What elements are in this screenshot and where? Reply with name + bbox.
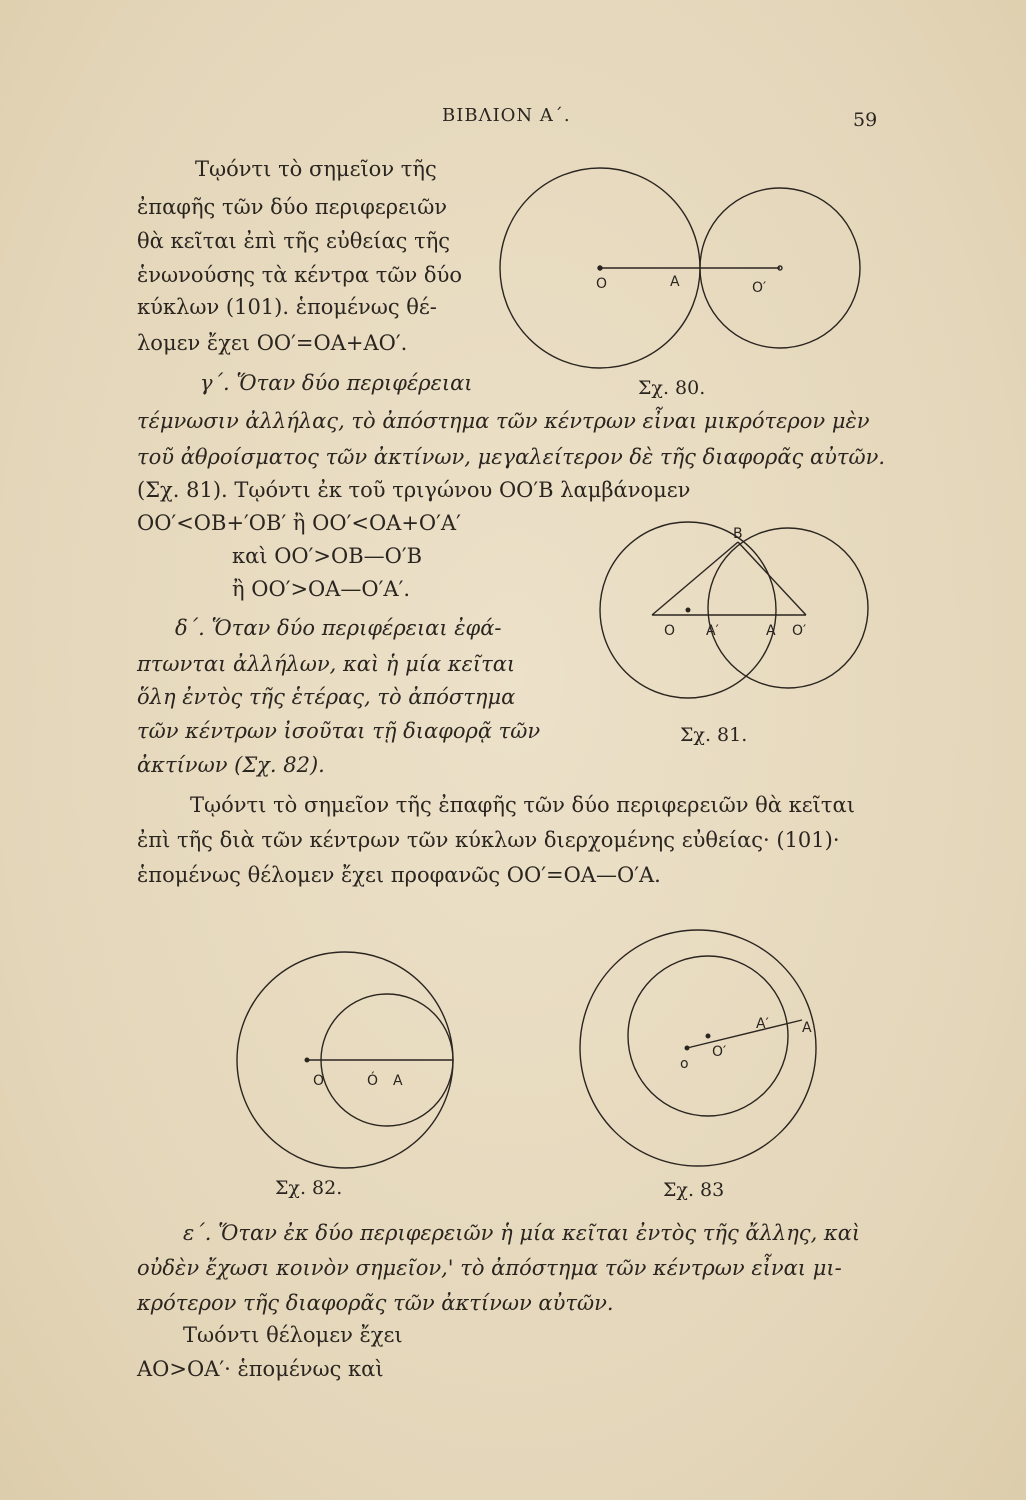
text-line: ἑνωνούσης τὰ κέντρα τῶν δύο	[137, 263, 462, 287]
center-point	[686, 608, 690, 612]
text-line: ΑΟ>ΟΑ′· ἑπομένως καὶ	[137, 1357, 384, 1381]
figure-82	[235, 950, 455, 1170]
text-line: ἑπομένως θέλομεν ἔχει προφανῶς ΟΟ′=ΟΑ—Ο′Α.	[137, 863, 661, 887]
point-label: O′	[712, 1044, 727, 1060]
center-point	[305, 1058, 309, 1062]
text-line: οὐδὲν ἔχωσι κοινὸν σημεῖον,' τὸ ἀπόστημα τῶν κέντρων εἶναι μι-	[137, 1256, 842, 1280]
text-line: Τῳόντι τὸ σημεῖον τῆς	[195, 157, 437, 181]
point-label: O′	[752, 280, 767, 296]
text-line: πτωνται ἀλλήλων, καὶ ἡ μία κεῖται	[137, 652, 516, 676]
text-line: ὅλη ἐντὸς τῆς ἑτέρας, τὸ ἀπόστημα	[137, 685, 516, 709]
text-line: τοῦ ἀθροίσματος τῶν ἀκτίνων, μεγαλείτερον δὲ τῆς διαφορᾶς αὐτῶν.	[137, 445, 886, 469]
figure-caption: Σχ. 82.	[275, 1177, 343, 1199]
point-label: A	[802, 1020, 812, 1036]
text-line: ε΄. Ὅταν ἐκ δύο περιφερειῶν ἡ μία κεῖται ἐντὸς τῆς ἄλλης, καὶ	[183, 1221, 861, 1245]
figure-caption: Σχ. 80.	[638, 377, 706, 399]
figure-caption: Σχ. 83	[663, 1179, 725, 1201]
text-line: τῶν κέντρων ἰσοῦται τῇ διαφορᾷ τῶν	[137, 719, 541, 743]
radius-segment	[687, 1020, 802, 1048]
circle-outer	[580, 930, 816, 1166]
text-line: ἐπὶ τῆς διὰ τῶν κέντρων τῶν κύκλων διερχομένης εὐθείας· (101)·	[137, 828, 840, 852]
figure-caption: Σχ. 81.	[680, 724, 748, 746]
formula-line: καὶ ΟΟ′>ΟΒ—Ο′Β	[232, 544, 423, 568]
figure-81	[578, 520, 878, 710]
center-point	[598, 266, 602, 270]
text-line: γ΄. Ὅταν δύο περιφέρειαι	[200, 371, 473, 395]
text-line: δ΄. Ὅταν δύο περιφέρειαι ἐφά-	[175, 616, 502, 640]
point-label: o	[680, 1056, 689, 1072]
point-label: O′	[792, 623, 807, 639]
text-line: Τωόντι θέλομεν ἔχει	[183, 1323, 403, 1347]
text-line: κύκλων (101). ἑπομένως θέ-	[137, 295, 437, 319]
text-line: ἀκτίνων (Σχ. 82).	[137, 753, 325, 777]
formula-line: ἢ ΟΟ′>ΟΑ—Ο′Α′.	[232, 577, 411, 601]
point-label: Ó	[367, 1073, 379, 1089]
text-line: κρότερον τῆς διαφορᾶς τῶν ἀκτίνων αὐτῶν.	[137, 1291, 614, 1315]
center-point	[706, 1034, 710, 1038]
figure-80	[500, 160, 870, 370]
text-line: θὰ κεῖται ἐπὶ τῆς εὐθείας τῆς	[137, 229, 451, 253]
text-line: (Σχ. 81). Τῳόντι ἐκ τοῦ τριγώνου ΟΟ′Β λαμβάνομεν	[137, 478, 691, 502]
text-line: ἐπαφῆς τῶν δύο περιφερειῶν	[137, 195, 448, 219]
point-label: A	[393, 1073, 403, 1089]
figure-83	[570, 930, 830, 1180]
point-label: O	[664, 623, 676, 639]
point-label: A	[766, 623, 776, 639]
text-line: τέμνωσιν ἀλλήλας, τὸ ἀπόστημα τῶν κέντρων εἶναι μικρότερον μὲν	[137, 409, 870, 433]
formula-line: ΟΟ′<ΟΒ+′ΟΒ′ ἢ ΟΟ′<ΟΑ+Ο′Α′	[137, 511, 461, 535]
text-line: λομεν ἔχει ΟΟ′=ΟΑ+ΑΟ′.	[137, 331, 408, 355]
point-label: O	[313, 1073, 325, 1089]
running-header: ΒΙΒΛΙΟΝ Α΄.	[442, 105, 571, 126]
point-label: B	[733, 526, 743, 542]
circle-right	[708, 528, 868, 688]
radius-segment	[652, 542, 738, 615]
page-number: 59	[853, 109, 878, 131]
point-label: A′	[706, 623, 719, 639]
radius-segment	[738, 542, 806, 615]
point-label: A	[670, 274, 680, 290]
text-line: Τῳόντι τὸ σημεῖον τῆς ἐπαφῆς τῶν δύο περιφερειῶν θὰ κεῖται	[190, 793, 855, 817]
point-label: O	[596, 276, 608, 292]
point-label: A′	[756, 1016, 769, 1032]
center-point	[685, 1046, 689, 1050]
